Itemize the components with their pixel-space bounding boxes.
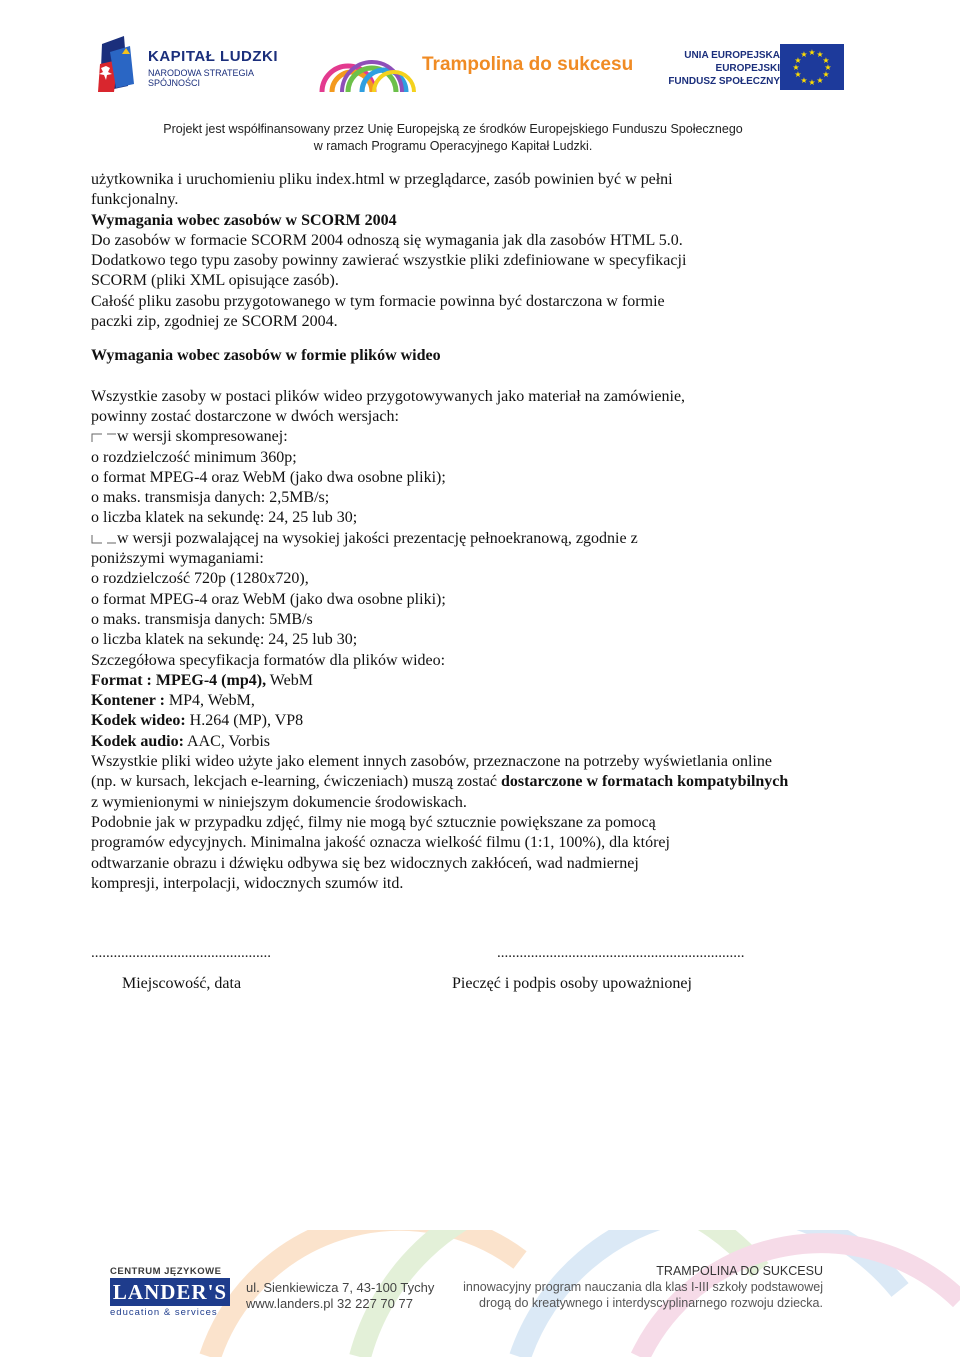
kapital-ludzki-emblem-icon bbox=[96, 34, 144, 96]
list-item: w wersji pozwalającej na wysokiej jakości prezentację pełnoekranową, zgodnie z bbox=[91, 529, 881, 549]
kapital-ludzki-logo bbox=[96, 34, 286, 96]
list-item: o rozdzielczość 720p (1280x720), bbox=[91, 570, 309, 588]
landers-logo: LANDER'S bbox=[110, 1278, 230, 1306]
footer bbox=[0, 1230, 960, 1357]
text-line: programów edycyjnych. Minimalna jakość oznacza wielkość filmu (1:1, 100%), dla której bbox=[91, 834, 670, 852]
text-line: paczki zip, zgodniej ze SCORM 2004. bbox=[91, 313, 338, 331]
svg-text:★: ★ bbox=[794, 70, 802, 79]
footer-web: www.landers.pl 32 227 70 77 bbox=[246, 1296, 413, 1311]
eu-line-2: EUROPEJSKI bbox=[715, 63, 780, 74]
footer-address: ul. Sienkiewicza 7, 43-100 Tychy bbox=[246, 1280, 435, 1295]
spec-video-codec: Kodek wideo: H.264 (MP), VP8 bbox=[91, 712, 304, 730]
text-line: Do zasobów w formacie SCORM 2004 odnoszą się wymagania jak dla zasobów HTML 5.0. bbox=[91, 231, 683, 249]
document-body bbox=[91, 170, 881, 894]
text-line: kompresji, interpolacji, widocznych szumów itd. bbox=[91, 874, 404, 892]
cofinancing-note-line-2: w ramach Programu Operacyjnego Kapitał Ludzki. bbox=[313, 139, 593, 153]
kapital-ludzki-subtitle: NARODOWA STRATEGIA SPÓJNOŚCI bbox=[148, 68, 254, 88]
text-line: odtwarzanie obrazu i dźwięku odbywa się bez widocznych zakłóceń, wad nadmiernej bbox=[91, 854, 639, 872]
trampolina-logo bbox=[318, 38, 638, 96]
video-heading: Wymagania wobec zasobów w formie plików wideo bbox=[91, 347, 441, 365]
footer-trampolina-title: TRAMPOLINA DO SUKCESU bbox=[656, 1264, 823, 1278]
svg-text:★: ★ bbox=[822, 70, 830, 79]
text-line: Dodatkowo tego typu zasoby powinny zawierać wszystkie pliki zdefiniowane w specyfikacji bbox=[91, 252, 687, 270]
svg-text:★: ★ bbox=[816, 76, 824, 85]
list-item: o format MPEG-4 oraz WebM (jako dwa osobne pliki); bbox=[91, 468, 446, 486]
text-line: z wymienionymi w niniejszym dokumencie środowiskach. bbox=[91, 793, 467, 811]
footer-trampolina-line-1: innowacyjny program nauczania dla klas I-III szkoły podstawowej bbox=[463, 1280, 823, 1294]
landers-tagline: education & services bbox=[110, 1307, 218, 1318]
svg-text:★: ★ bbox=[800, 50, 808, 59]
text-line: Wszystkie zasoby w postaci plików wideo przygotowywanych jako materiał na zamówienie, bbox=[91, 387, 686, 405]
text-line: SCORM (pliki XML opisujące zasób). bbox=[91, 272, 339, 290]
list-item: o maks. transmisja danych: 2,5MB/s; bbox=[91, 489, 330, 507]
list-item: o maks. transmisja danych: 5MB/s bbox=[91, 610, 313, 628]
signature-dots-left: ................................................ bbox=[91, 945, 271, 961]
text-line: Wszystkie pliki wideo użyte jako element innych zasobów, przeznaczone na potrzeby wyświetlania online bbox=[91, 753, 772, 771]
text-line: funkcjonalny. bbox=[91, 191, 179, 209]
svg-text:★: ★ bbox=[792, 63, 800, 72]
text-line: powinny zostać dostarczone w dwóch wersjach: bbox=[91, 407, 399, 425]
list-item: o format MPEG-4 oraz WebM (jako dwa osobne pliki); bbox=[91, 590, 446, 608]
trampolina-title: Trampolina do sukcesu bbox=[422, 54, 634, 75]
list-item: w wersji skompresowanej: bbox=[91, 427, 881, 447]
list-item: o liczba klatek na sekundę: 24, 25 lub 30; bbox=[91, 509, 358, 527]
svg-text:★: ★ bbox=[822, 56, 830, 65]
bullet-bracket-icon bbox=[91, 534, 117, 544]
bullet-bracket-icon bbox=[91, 433, 117, 443]
place-date-label: Miejscowość, data bbox=[122, 975, 242, 992]
text-line: (np. w kursach, lekcjach e-learning, ćwiczeniach) muszą zostać dostarczone w formatach kompatybilnych bbox=[91, 773, 789, 791]
svg-text:★: ★ bbox=[800, 76, 808, 85]
kapital-ludzki-title: KAPITAŁ LUDZKI bbox=[148, 48, 279, 65]
svg-text:★: ★ bbox=[794, 56, 802, 65]
svg-text:★: ★ bbox=[816, 50, 824, 59]
eu-logo bbox=[668, 44, 862, 92]
spec-audio-codec: Kodek audio: AAC, Vorbis bbox=[91, 732, 271, 750]
svg-text:★: ★ bbox=[808, 78, 816, 87]
spec-format: Format : MPEG-4 (mp4), WebM bbox=[91, 671, 313, 689]
spec-container: Kontener : MP4, WebM, bbox=[91, 692, 255, 710]
text-line: Podobnie jak w przypadku zdjęć, filmy nie mogą być sztucznie powiększane za pomocą bbox=[91, 813, 656, 831]
eu-line-3: FUNDUSZ SPOŁECZNY bbox=[668, 76, 780, 87]
text-line: Szczegółowa specyfikacja formatów dla plików wideo: bbox=[91, 651, 446, 669]
text-line: Całość pliku zasobu przygotowanego w tym formacie powinna być dostarczona w formie bbox=[91, 292, 665, 310]
svg-text:★: ★ bbox=[824, 63, 832, 72]
svg-text:★: ★ bbox=[808, 48, 816, 57]
cofinancing-note-line-1: Projekt jest współfinansowany przez Unię Europejską ze środków Europejskiego Funduszu Społecznego bbox=[163, 122, 743, 136]
scorm-heading: Wymagania wobec zasobów w SCORM 2004 bbox=[91, 211, 397, 229]
eu-line-1: UNIA EUROPEJSKA bbox=[684, 50, 780, 61]
text-line: poniższymi wymaganiami: bbox=[91, 550, 264, 568]
eu-flag-icon bbox=[780, 44, 844, 90]
landers-top-label: CENTRUM JĘZYKOWE bbox=[110, 1266, 222, 1277]
signature-dots-right: .................................................................. bbox=[497, 945, 745, 961]
list-item: o liczba klatek na sekundę: 24, 25 lub 30; bbox=[91, 631, 358, 649]
signature-label: Pieczęć i podpis osoby upoważnionej bbox=[452, 975, 692, 992]
list-item: o rozdzielczość minimum 360p; bbox=[91, 448, 297, 466]
text-line: użytkownika i uruchomieniu pliku index.html w przeglądarce, zasób powinien być w pełni bbox=[91, 171, 673, 188]
rainbow-arcs-icon bbox=[318, 38, 418, 96]
footer-trampolina-line-2: drogą do kreatywnego i interdyscyplinarnego rozwoju dziecka. bbox=[479, 1296, 823, 1310]
